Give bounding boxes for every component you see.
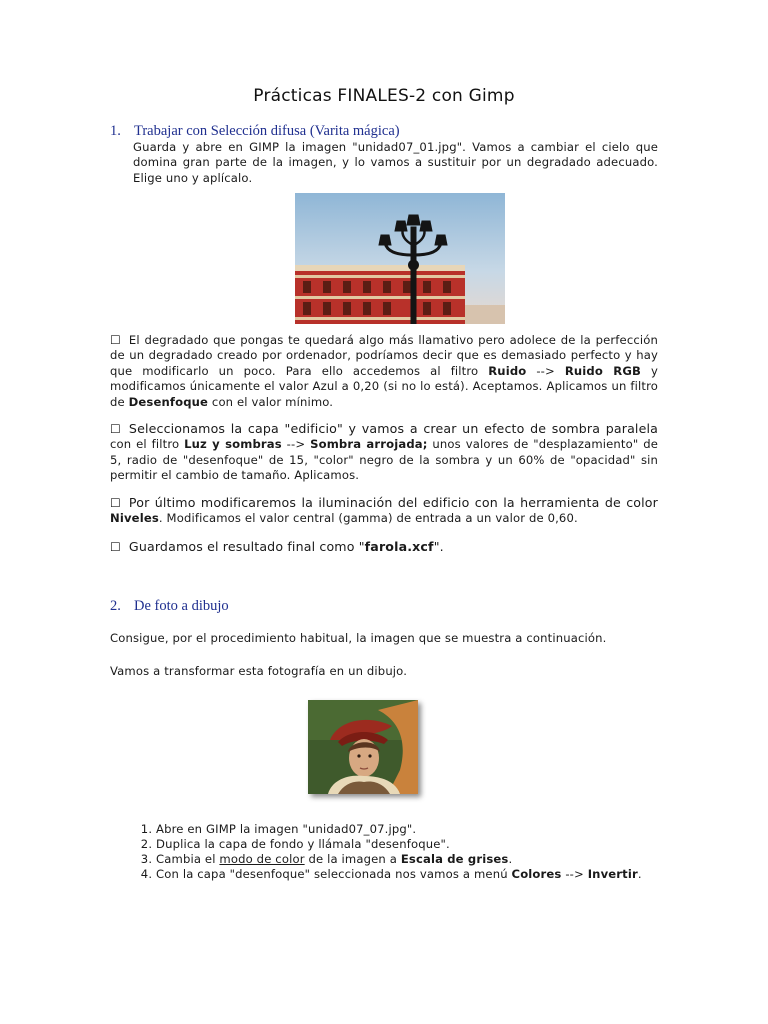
- text-run: con el filtro: [110, 437, 185, 452]
- section-1-paragraph-2: [110, 421, 658, 484]
- bold-run: Ruido: [488, 363, 527, 378]
- section-2-heading: [110, 598, 229, 615]
- bold-run: Escala de grises: [400, 852, 509, 866]
- text-run: Por último modificaremos la iluminación del edificio con la herramienta de color: [128, 495, 658, 510]
- bold-run: Desenfoque: [128, 394, 209, 409]
- bold-run: farola.xcf: [364, 539, 434, 554]
- section-2-title: De foto a dibujo: [134, 598, 229, 614]
- text-run: -->: [281, 437, 311, 452]
- street-lamp-photo: [295, 193, 505, 324]
- bold-run: Luz y sombras: [184, 437, 282, 452]
- portrait-illustration: [308, 700, 418, 794]
- step-1: [156, 822, 696, 837]
- section-1-heading: [110, 123, 400, 140]
- text-run: con el valor mínimo.: [208, 394, 334, 409]
- step-3: [156, 852, 696, 867]
- checkbox-glyph: ☐: [110, 496, 121, 510]
- section-2-paragraph-1: Consigue, por el procedimiento habitual, la imagen que se muestra a continuación.: [110, 631, 607, 645]
- section-1-title: Trabajar con Selección difusa (Varita mágica): [134, 123, 400, 139]
- text-run: ".: [433, 539, 444, 554]
- bold-run: Ruido RGB: [564, 363, 642, 378]
- section-1-intro: Guarda y abre en GIMP la imagen "unidad07_01.jpg". Vamos a cambiar el cielo que domina gran parte de la imagen, y lo vamos a sustituir por un degradado adecuado. Elige uno y aplícalo.: [133, 140, 658, 185]
- checkbox-glyph: ☐: [110, 540, 121, 554]
- bold-run: Sombra arrojada;: [310, 437, 428, 452]
- bold-run: Niveles: [110, 511, 159, 526]
- text-run: Duplica la capa de fondo y llámala "desenfoque".: [156, 837, 450, 851]
- step-4: [156, 867, 696, 882]
- street-lamp-illustration: [295, 193, 505, 324]
- text-run: Cambia el: [156, 852, 220, 866]
- step-2: [156, 837, 696, 852]
- text-run: unos valores de "desplazamiento" de 5, radio de "desenfoque" de 15, "color" negro de la sombra y un 60% de "opacidad" sin permitir el cambio de tamaño. Aplicamos.: [110, 437, 659, 483]
- section-2-paragraph-2: Vamos a transformar esta fotografía en un dibujo.: [110, 664, 408, 678]
- checkbox-glyph: ☐: [110, 422, 121, 436]
- section-2-number: 2.: [110, 598, 121, 614]
- text-run: Guardamos el resultado final como ": [128, 539, 365, 554]
- bold-run: Colores: [511, 867, 562, 881]
- text-run: -->: [561, 867, 584, 881]
- text-run: .: [508, 852, 513, 866]
- text-run: .: [637, 867, 642, 881]
- underlined-run: modo de color: [219, 852, 305, 866]
- section-1-paragraph-3: [110, 495, 658, 527]
- text-run: Seleccionamos la capa "edificio" y vamos a crear un efecto de sombra paralela: [128, 421, 658, 436]
- text-run: Con la capa "desenfoque" seleccionada nos vamos a menú: [156, 867, 512, 881]
- page-title: Prácticas FINALES-2 con Gimp: [253, 86, 515, 106]
- section-1-paragraph-1: [110, 333, 658, 410]
- portrait-photo: [308, 700, 418, 794]
- text-run: de la imagen a: [304, 852, 401, 866]
- section-1-number: 1.: [110, 123, 121, 139]
- text-run: y modificamos únicamente el valor Azul a 0,20 (si no lo está). Aceptamos. Aplicamos un filtro de: [110, 363, 658, 409]
- text-run: . Modificamos el valor central (gamma) de entrada a un valor de 0,60.: [158, 511, 578, 526]
- text-run: El degradado que pongas te quedará algo más llamativo pero adolece de la perfección de un degradado creado por ordenador, podríamos decir que es demasiado perfecto y hay que modificarlo un poco. Para ello accedemos al filtro: [110, 333, 658, 378]
- section-2-steps-list: [110, 822, 696, 882]
- text-run: Abre en GIMP la imagen "unidad07_07.jpg".: [156, 822, 417, 836]
- text-run: -->: [526, 363, 565, 378]
- bold-run: Invertir: [587, 867, 638, 881]
- section-1-paragraph-4: [110, 539, 658, 555]
- checkbox-glyph: ☐: [110, 333, 121, 347]
